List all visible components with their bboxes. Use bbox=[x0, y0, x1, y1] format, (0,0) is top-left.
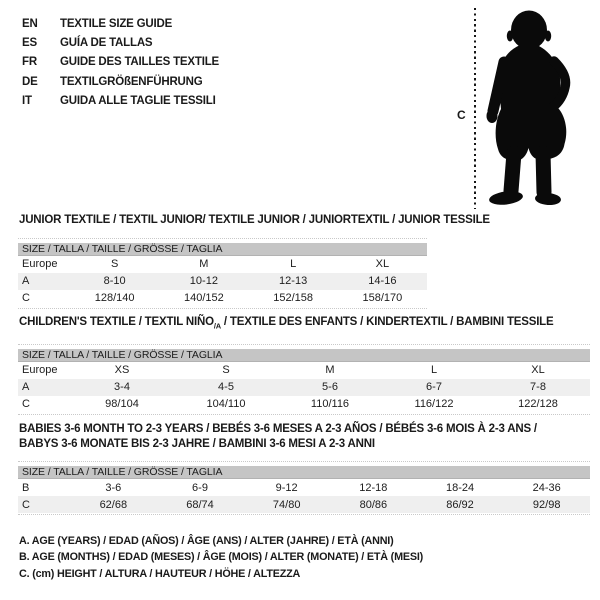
value-cell: 8-10 bbox=[103, 275, 126, 287]
language-title: GUIDA ALLE TAGLIE TESSILI bbox=[60, 94, 216, 107]
value-cell: 68/74 bbox=[186, 498, 214, 511]
language-row bbox=[22, 53, 219, 72]
size-bar-label: SIZE / TALLA / TAILLE / GRÖSSE / TAGLIA bbox=[18, 466, 590, 479]
table-row bbox=[18, 496, 590, 513]
size-column-header: L bbox=[430, 364, 438, 377]
size-bar-label: SIZE / TALLA / TAILLE / GRÖSSE / TAGLIA bbox=[18, 243, 427, 256]
value-cell: 3-6 bbox=[105, 481, 122, 494]
section-title-pre: CHILDREN'S TEXTILE / TEXTIL NIÑO bbox=[19, 316, 214, 328]
language-code: EN bbox=[22, 18, 38, 30]
row-label: B bbox=[22, 481, 30, 494]
table-top-rule bbox=[18, 461, 590, 462]
value-cell: 7-8 bbox=[530, 381, 546, 394]
value-cell: 98/104 bbox=[105, 398, 139, 411]
value-cell: 18-24 bbox=[445, 481, 475, 494]
section-title: BABIES 3-6 MONTH TO 2-3 YEARS / BEBÉS 3-6 MESES A 2-3 AÑOS / BÉBÉS 3-6 MOIS À 2-3 ANS / bbox=[19, 423, 537, 435]
table-bottom-rule bbox=[18, 308, 427, 309]
value-cell: 10-12 bbox=[189, 275, 218, 287]
value-cell: 6-7 bbox=[426, 381, 442, 394]
value-cell: 6-9 bbox=[192, 481, 208, 494]
language-code: FR bbox=[22, 56, 37, 69]
section-title bbox=[18, 315, 590, 334]
language-title: TEXTILGRÖßENFÜHRUNG bbox=[60, 75, 203, 88]
language-title: TEXTILE SIZE GUIDE bbox=[60, 18, 173, 30]
column-header-row bbox=[18, 256, 427, 273]
language-code: ES bbox=[22, 37, 37, 50]
table-bottom-rule bbox=[18, 414, 590, 415]
value-cell: 140/152 bbox=[183, 292, 224, 304]
section-title-sub: /A bbox=[213, 321, 221, 331]
size-column-header: M bbox=[325, 364, 335, 377]
size-column-header: S bbox=[222, 364, 230, 377]
value-cell: 12-18 bbox=[359, 481, 388, 494]
table-row bbox=[18, 379, 590, 396]
row-label: C bbox=[22, 398, 30, 411]
table-top-rule bbox=[18, 238, 427, 239]
baby-silhouette-shape bbox=[487, 11, 567, 207]
size-column-header: XS bbox=[114, 364, 130, 377]
size-table bbox=[18, 461, 590, 515]
value-cell: 24-36 bbox=[532, 481, 561, 494]
size-column-header: S bbox=[110, 258, 119, 270]
section-title: JUNIOR TEXTILE / TEXTIL JUNIOR/ TEXTILE JUNIOR / JUNIORTEXTIL / JUNIOR TESSILE bbox=[19, 214, 490, 226]
value-cell: 9-12 bbox=[275, 481, 298, 494]
footnote-legend bbox=[19, 533, 423, 582]
size-table bbox=[18, 238, 427, 309]
table-row bbox=[18, 396, 590, 413]
value-cell: 92/98 bbox=[532, 498, 561, 511]
language-code: IT bbox=[22, 94, 32, 107]
value-cell: 158/170 bbox=[362, 292, 403, 304]
language-row bbox=[22, 92, 219, 111]
size-column-header: XL bbox=[375, 258, 390, 270]
footnote: A. AGE (YEARS) / EDAD (AÑOS) / ÂGE (ANS) / ALTER (JAHRE) / ETÀ (ANNI) bbox=[19, 535, 394, 547]
table-bottom-rule bbox=[18, 514, 590, 515]
table-row bbox=[18, 479, 590, 496]
value-cell: 128/140 bbox=[94, 292, 135, 304]
value-cell: 122/128 bbox=[518, 398, 558, 411]
table-row bbox=[18, 290, 427, 307]
size-table bbox=[18, 344, 590, 415]
height-dotted-line bbox=[474, 8, 476, 209]
height-label-c: C bbox=[457, 108, 466, 122]
language-row bbox=[22, 73, 219, 92]
value-cell: 80/86 bbox=[359, 498, 388, 511]
table-row bbox=[18, 273, 427, 290]
table-top-rule bbox=[18, 344, 590, 345]
value-cell: 62/68 bbox=[99, 498, 128, 511]
value-cell: 104/110 bbox=[206, 398, 246, 411]
value-cell: 5-6 bbox=[322, 381, 338, 394]
row-label: A bbox=[22, 381, 30, 394]
language-row bbox=[22, 15, 219, 34]
language-title: GUIDE DES TAILLES TEXTILE bbox=[60, 56, 219, 69]
region-label: Europe bbox=[22, 364, 58, 377]
value-cell: 86/92 bbox=[446, 498, 474, 511]
value-cell: 152/158 bbox=[273, 292, 313, 304]
value-cell: 3-4 bbox=[114, 381, 130, 394]
language-header bbox=[22, 15, 219, 111]
value-cell: 12-13 bbox=[279, 275, 308, 287]
size-column-header: XL bbox=[531, 364, 545, 377]
footnote: C. (cm) HEIGHT / ALTURA / HAUTEUR / HÖHE / ALTEZZA bbox=[19, 567, 301, 580]
value-cell: 4-5 bbox=[218, 381, 234, 394]
column-header-row bbox=[18, 362, 590, 379]
section-title-post: / TEXTILE DES ENFANTS / KINDERTEXTIL / BAMBINI TESSILE bbox=[220, 316, 554, 328]
region-label: Europe bbox=[22, 258, 58, 270]
language-code: DE bbox=[22, 75, 38, 88]
footnote: B. AGE (MONTHS) / EDAD (MESES) / ÂGE (MOIS) / ALTER (MONATE) / ETÀ (MESI) bbox=[19, 551, 424, 564]
size-column-header: L bbox=[290, 258, 297, 270]
value-cell: 74/80 bbox=[272, 498, 301, 511]
row-label: C bbox=[22, 498, 30, 511]
row-label: C bbox=[22, 292, 30, 304]
size-bar-label: SIZE / TALLA / TAILLE / GRÖSSE / TAGLIA bbox=[18, 349, 590, 362]
size-guide-section bbox=[18, 422, 590, 515]
section-title: BABYS 3-6 MONATE BIS 2-3 JAHRE / BAMBINI 3-6 MESI A 2-3 ANNI bbox=[19, 437, 375, 450]
size-guide-section bbox=[18, 315, 590, 415]
value-cell: 110/116 bbox=[310, 398, 350, 411]
size-column-header: M bbox=[199, 258, 209, 270]
language-row bbox=[22, 34, 219, 53]
value-cell: 14-16 bbox=[368, 275, 397, 287]
size-guide-section bbox=[18, 213, 490, 309]
language-title: GUÍA DE TALLAS bbox=[60, 37, 153, 50]
row-label: A bbox=[22, 275, 30, 287]
baby-silhouette bbox=[484, 9, 572, 207]
value-cell: 116/122 bbox=[414, 398, 454, 411]
